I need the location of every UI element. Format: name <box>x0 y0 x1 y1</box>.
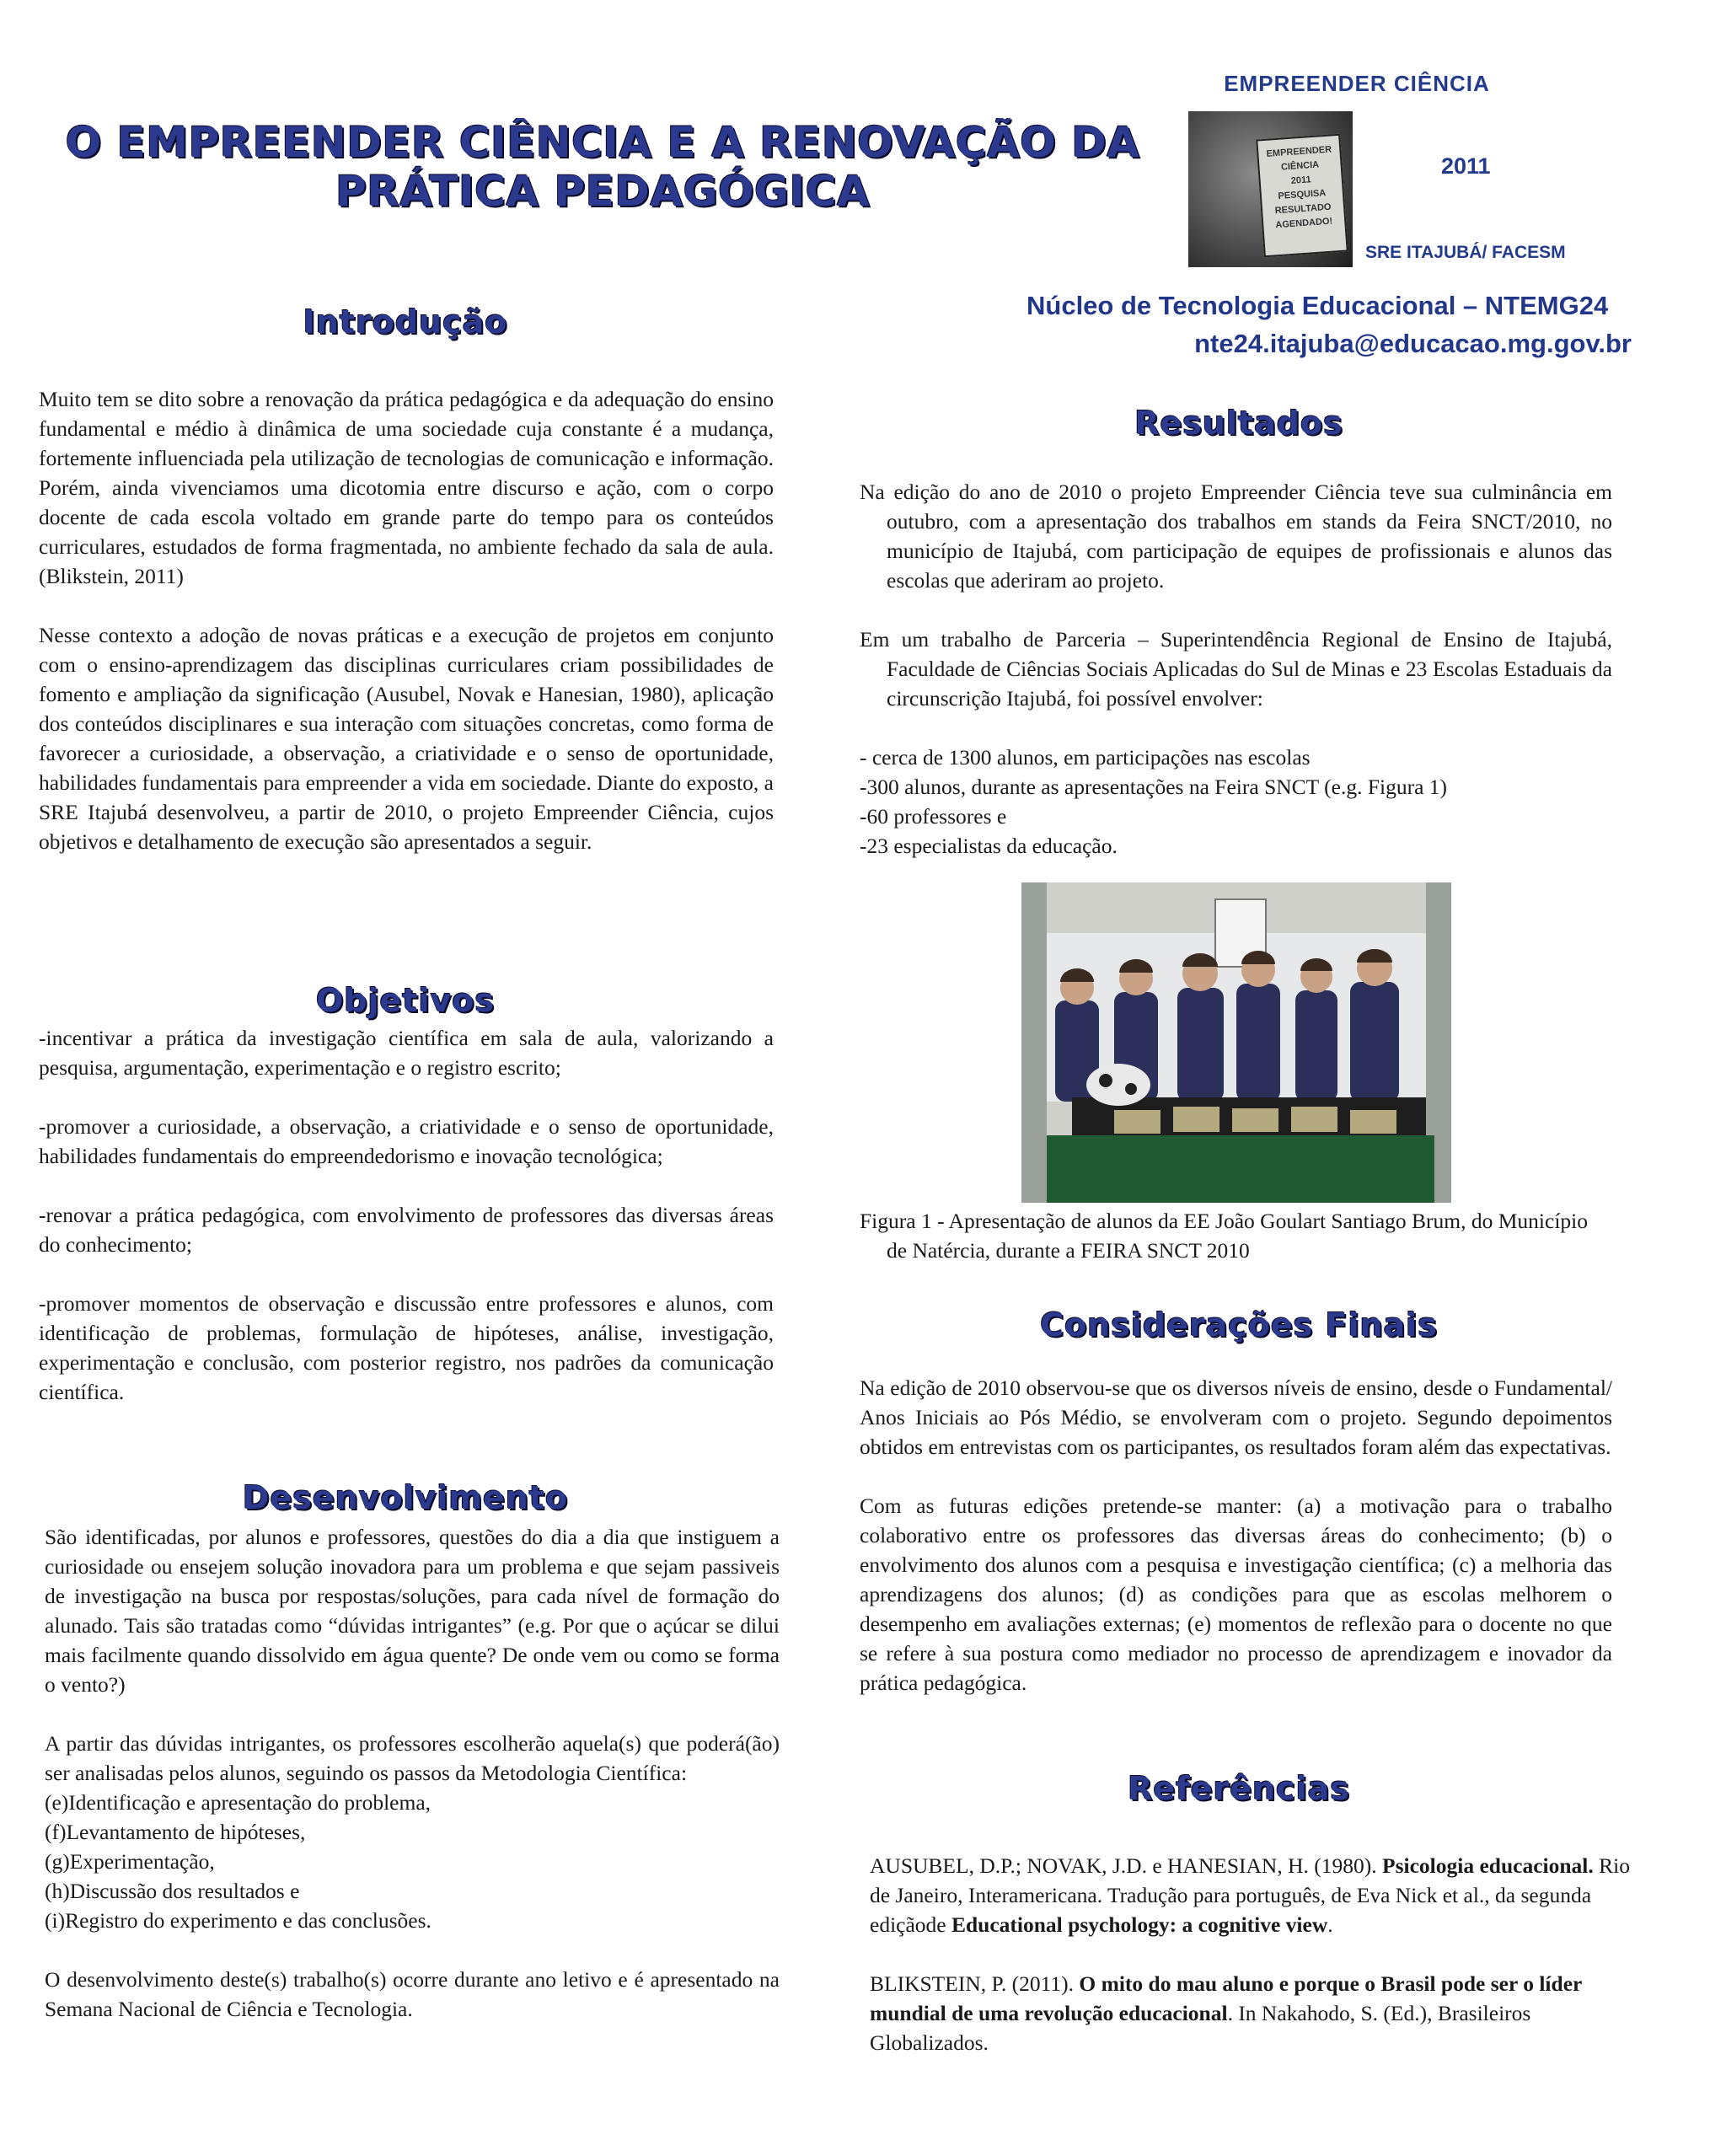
resultados-list-item: - cerca de 1300 alunos, em participações nas escolas <box>860 745 1311 770</box>
objetivo-item-4: -promover momentos de observação e discussão entre professores e alunos, com identificação de problemas, formulação de hipóteses, análise, investigação, experimentação e conclusão, com posterior registro, nos padrões da comunicação científica. <box>39 1291 774 1404</box>
ref2-authors: BLIKSTEIN, P. (2011). <box>870 1971 1080 1996</box>
logo-photo <box>1188 111 1353 267</box>
ref2-source: . In Nakahodo, S. (Ed.), Brasileiros Globalizados. <box>870 2001 1531 2055</box>
board-line: AGENDADO! <box>1275 216 1333 231</box>
resultados-list <box>860 743 1612 861</box>
method-steps <box>45 1788 780 1935</box>
resultados-paragraph-2: Em um trabalho de Parceria – Superintendência Regional de Ensino de Itajubá, Faculdade de Ciências Sociais Aplicadas do Sul de Minas e 23 Escolas Estaduais da circunscrição Itajubá, foi possível envolver: <box>860 627 1612 711</box>
org-name: Núcleo de Tecnologia Educacional – NTEMG24 <box>1026 291 1609 320</box>
ref1-authors: AUSUBEL, D.P.; NOVAK, J.D. e HANESIAN, H. (1980). <box>870 1853 1382 1878</box>
method-step: (g)Experimentação, <box>45 1849 215 1874</box>
poster-title <box>17 118 1188 216</box>
figure-1-caption <box>860 1206 1612 1265</box>
resultados-list-item: -23 especialistas da educação. <box>860 834 1118 858</box>
consideracoes-paragraph-2: Com as futuras edições pretende-se manter: (a) a motivação para o trabalho colaborativo entre os professores das diversas áreas do conhecimento; (b) o envolvimento dos alunos com a pesquisa e investigação científica; (c) a melhoria das aprendizagens dos alunos; (d) as condições para que as escolas melhorem o desempenho em avaliações externas; (e) momentos de reflexão para o docente no que se refere à sua postura como mediador no processo de aprendizagem e inovador da prática pedagógica. <box>860 1494 1612 1695</box>
objetivos-heading: Objetivos <box>316 982 495 1019</box>
board-line: CIÊNCIA <box>1280 159 1320 173</box>
exhibit-photo-illustration <box>1021 882 1451 1203</box>
method-step: (f)Levantamento de hipóteses, <box>45 1820 306 1844</box>
intro-paragraph-1: Muito tem se dito sobre a renovação da prática pedagógica e da adequação do ensino fundamental e médio à dinâmica de uma sociedade cuja constante é a mudança, fortemente influenciada pela utilização de tecnologias de comunicação e informação. Porém, ainda vivenciamos uma dicotomia entre discurso e ação, com o corpo docente de cada escola voltado em grande parte do tempo para os conteúdos curriculares, estudados de forma fragmentada, no ambiente fechado da sala de aula. (Blikstein, 2011) <box>39 387 774 588</box>
event-logo <box>1188 67 1610 274</box>
logo-signboard <box>1256 134 1348 258</box>
board-line: 2011 <box>1290 174 1312 186</box>
figure-1-photo <box>1021 882 1451 1203</box>
resultados-paragraph-1: Na edição do ano de 2010 o projeto Empreender Ciência teve sua culminância em outubro, com a apresentação dos trabalhos em stands da Feira SNCT/2010, no município de Itajubá, com participação de equipes de profissionais e alunos das escolas que aderiram ao projeto. <box>860 480 1612 593</box>
objetivo-item-2: -promover a curiosidade, a observação, a criatividade e o senso de oportunidade, habilidades fundamentais do empreendedorismo e inovação tecnológica; <box>39 1114 774 1168</box>
reference-2 <box>870 1969 1638 2057</box>
desenvolvimento-section <box>45 1522 780 2024</box>
board-line: EMPREENDER <box>1266 144 1332 159</box>
referencias-heading: Referências <box>1128 1770 1350 1807</box>
objetivo-item-1: -incentivar a prática da investigação científica em sala de aula, valorizando a pesquisa, argumentação, experimentação e o registro escrito; <box>39 1026 774 1080</box>
figure-caption-text: Figura 1 - Apresentação de alunos da EE João Goulart Santiago Brum, do Município de Natércia, durante a FEIRA SNCT 2010 <box>860 1209 1588 1263</box>
logo-year: 2011 <box>1441 153 1491 179</box>
desenvolvimento-paragraph-2: A partir das dúvidas intrigantes, os professores escolherão aquela(s) que poderá(ão) ser analisadas pelos alunos, seguindo os passos da Metodologia Científica: <box>45 1731 780 1785</box>
objetivos-section <box>39 1023 774 1407</box>
consideracoes-heading: Considerações Finais <box>1040 1306 1438 1343</box>
logo-bottom-text: SRE ITAJUBÁ/ FACESM <box>1365 243 1566 262</box>
desenvolvimento-paragraph-1: São identificadas, por alunos e professores, questões do dia a dia que instiguem a curiosidade ou ensejem solução inovadora para um problema e que sejam passiveis de investigação na busca por respostas/soluções, para cada nível de formação do alunado. Tais são tratadas como “dúvidas intrigantes” (e.g. Por que o açúcar se dilui mais facilmente quando dissolvido em água quente? De onde vem ou como se forma o vento?) <box>45 1525 780 1697</box>
intro-paragraph-2: Nesse contexto a adoção de novas práticas e a execução de projetos em conjunto com o ensino-aprendizagem das disciplinas curriculares criam possibilidades de fomento e ampliação da significação (Ausubel, Novak e Hanesian, 1980), aplicação dos conteúdos disciplinares e sua interação com situações concretas, como forma de favorecer a curiosidade, a observação, a criatividade e o senso de oportunidade, habilidades fundamentais para empreender a vida em sociedade. Diante do exposto, a SRE Itajubá desenvolveu, a partir de 2010, o projeto Empreender Ciência, cujos objetivos e detalhamento de execução são apresentados a seguir. <box>39 623 774 854</box>
referencias-section <box>870 1851 1638 2057</box>
method-step: (i)Registro do experimento e das conclusões. <box>45 1908 432 1933</box>
ref1-original-title: Educational psychology: a cognitive view <box>951 1912 1328 1937</box>
board-line: PESQUISA <box>1278 188 1327 201</box>
resultados-section <box>860 477 1612 861</box>
consideracoes-section <box>860 1373 1612 1697</box>
org-email[interactable]: nte24.itajuba@educacao.mg.gov.br <box>1194 329 1632 358</box>
method-step: (e)Identificação e apresentação do problema, <box>45 1790 432 1815</box>
title-line-1: O EMPREENDER CIÊNCIA E A RENOVAÇÃO DA <box>65 118 1140 167</box>
logo-top-text: EMPREENDER CIÊNCIA <box>1224 71 1490 96</box>
method-step: (h)Discussão dos resultados e <box>45 1879 300 1903</box>
resultados-list-item: -60 professores e <box>860 804 1007 829</box>
desenvolvimento-paragraph-3: O desenvolvimento deste(s) trabalho(s) ocorre durante ano letivo e é apresentado na Semana Nacional de Ciência e Tecnologia. <box>45 1967 780 2021</box>
intro-section <box>39 384 774 856</box>
ref2-title: O mito do mau aluno e porque o Brasil pode ser o líder mundial de uma revolução educacional <box>870 1971 1582 2025</box>
resultados-heading: Resultados <box>1134 405 1343 442</box>
consideracoes-paragraph-1: Na edição de 2010 observou-se que os diversos níveis de ensino, desde o Fundamental/ Anos Iniciais ao Pós Médio, se envolveram com o projeto. Segundo depoimentos obtidos em entrevistas com os participantes, os resultados foram além das expectativas. <box>860 1376 1612 1459</box>
reference-1 <box>870 1851 1638 1939</box>
resultados-list-item: -300 alunos, durante as apresentações na Feira SNCT (e.g. Figura 1) <box>860 775 1448 799</box>
title-line-2: PRÁTICA PEDAGÓGICA <box>335 167 871 216</box>
desenvolvimento-heading: Desenvolvimento <box>242 1479 569 1516</box>
ref1-publisher: Rio de Janeiro, Interamericana. Tradução para português, de Eva Nick et al., da segunda ediçãode <box>870 1853 1630 1937</box>
intro-heading: Introdução <box>303 303 508 341</box>
objetivo-item-3: -renovar a prática pedagógica, com envolvimento de professores das diversas áreas do conhecimento; <box>39 1203 774 1257</box>
ref1-end: . <box>1327 1912 1333 1937</box>
ref1-title: Psicologia educacional. <box>1382 1853 1594 1878</box>
board-line: RESULTADO <box>1274 201 1332 217</box>
